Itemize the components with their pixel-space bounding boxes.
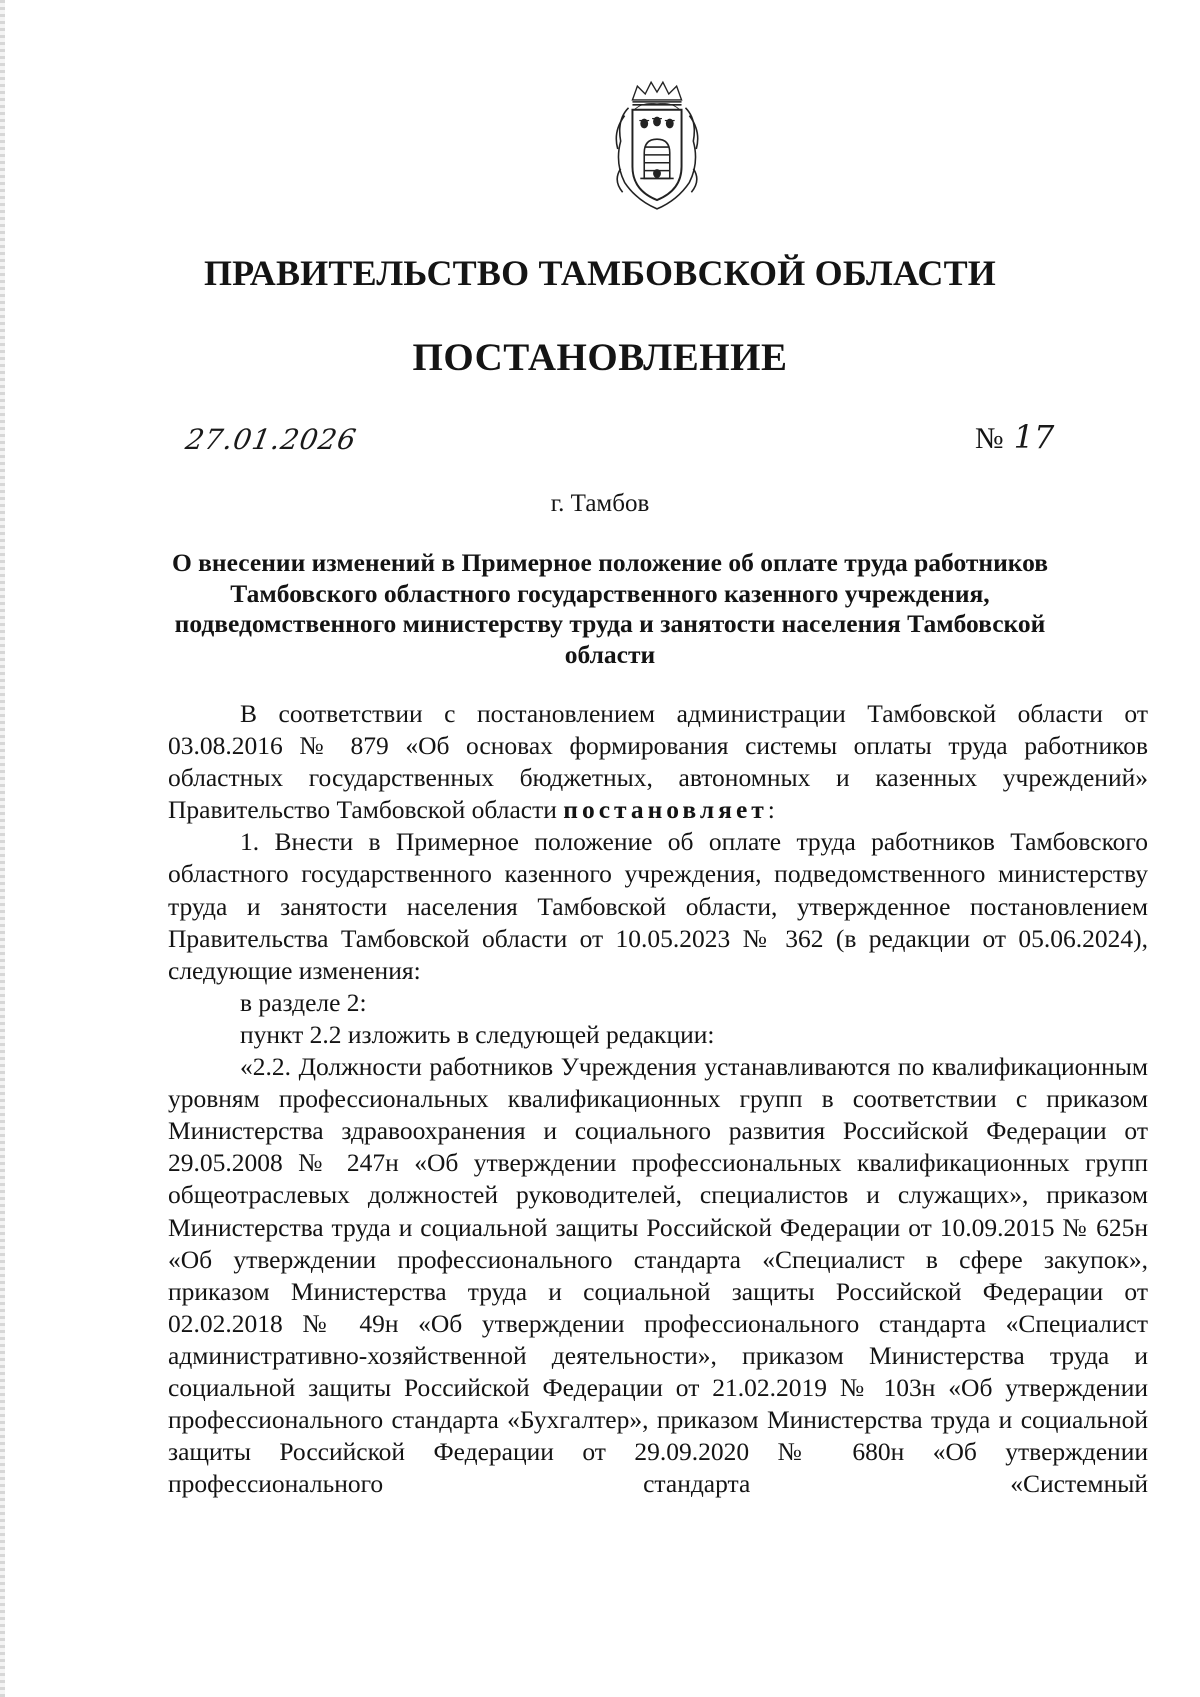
- point-paragraph: пункт 2.2 изложить в следующей редакции:: [240, 1019, 715, 1049]
- coat-of-arms-icon: [603, 80, 711, 218]
- document-number: [975, 418, 1054, 456]
- item-1-paragraph: 1. Внести в Примерное положение об оплате труда работников Тамбовского областного государственного казенного учреждения, подведомственного министерству труда и занятости населения Тамбовской области, утвержденное постановлением Правительства Тамбовской области от 10.05.2023 № 362 (в редакции от 05.06.2024), следующие изменения:: [168, 827, 1148, 985]
- preamble-paragraph: [168, 698, 1148, 826]
- quoted-paragraph: «2.2. Должности работников Учреждения устанавливаются по квалификационным уровням профессиональных квалификационных групп в соответствии с приказом Министерства здравоохранения и социального развития Российской Федерации от 29.05.2008 № 247н «Об утверждении профессиональных квалификационных групп общеотраслевых должностей руководителей, специалистов и служащих», приказом Министерства труда и социальной защиты Российской Федерации от 10.09.2015 № 625н «Об утверждении профессионального стандарта «Специалист в сфере закупок», приказом Министерства труда и социальной защиты Российской Федерации от 02.02.2018 № 49н «Об утверждении профессионального стандарта «Специалист административно-хозяйственной деятельности», приказом Министерства труда и социальной защиты Российской Федерации от 21.02.2019 № 103н «Об утверждении профессионального стандарта «Бухгалтер», приказом Министерства труда и социальной защиты Российской Федерации от 29.09.2020 № 680н «Об утверждении профессионального стандарта «Системный: [168, 1052, 1148, 1499]
- city: г. Тамбов: [550, 490, 650, 517]
- handwritten-date: 27.01.2026: [183, 423, 360, 456]
- document-body: [168, 698, 1148, 1500]
- resolves-keyword: постановляет: [563, 795, 768, 825]
- preamble-text: В соответствии с постановлением администрации Тамбовской области от 03.08.2016 № 879 «Об основах формирования системы оплаты труда работников областных государственных бюджетных, автономных и казенных учреждений» Правительство Тамбовской области: [168, 699, 1148, 825]
- section-paragraph: в разделе 2:: [240, 987, 367, 1017]
- organization-title: ПРАВИТЕЛЬСТВО ТАМБОВСКОЙ ОБЛАСТИ: [203, 253, 997, 293]
- document-type: ПОСТАНОВЛЕНИЕ: [412, 336, 788, 379]
- handwritten-number: 17: [1013, 418, 1055, 456]
- number-label: №: [975, 422, 1004, 455]
- resolves-colon: :: [767, 795, 775, 825]
- document-subject: О внесении изменений в Примерное положение об оплате труда работников Тамбовского областного государственного казенного учреждения, подведомственного министерству труда и занятости населения Тамбовской области: [171, 548, 1049, 669]
